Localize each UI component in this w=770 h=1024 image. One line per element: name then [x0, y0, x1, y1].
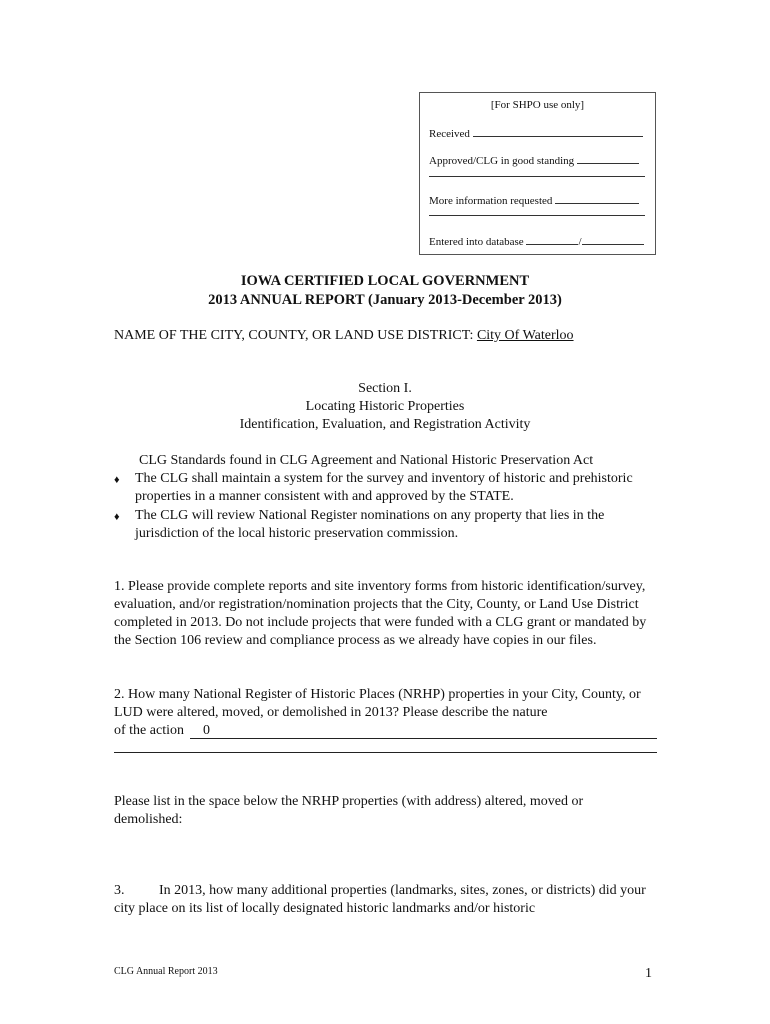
section-heading: Section I.	[358, 381, 412, 396]
approved-field[interactable]	[429, 152, 645, 167]
more-info-label: More information requested	[429, 195, 553, 207]
more-info-blank[interactable]	[555, 192, 639, 204]
received-blank[interactable]	[473, 125, 643, 137]
question-3-number: 3.	[114, 883, 125, 898]
footer-report-name: CLG Annual Report 2013	[114, 966, 218, 977]
section-subtitle: Identification, Evaluation, and Registration Activity	[239, 417, 531, 432]
entered-month-blank[interactable]	[526, 233, 578, 245]
entered-year-blank[interactable]	[582, 233, 644, 245]
section-subheading: Locating Historic Properties	[305, 399, 465, 414]
entered-label: Entered into database	[429, 236, 524, 248]
shpo-use-box	[419, 92, 656, 255]
shpo-box-title: [For SHPO use only]	[490, 99, 585, 111]
entered-field[interactable]	[429, 233, 645, 248]
approved-blank[interactable]	[577, 152, 639, 164]
question-2-tail: of the action	[114, 723, 184, 738]
question-2: 2. How many National Register of Historic Places (NRHP) properties in your City, County, or LUD were altered, moved, or demolished in 2013? Please describe the nature	[114, 687, 641, 720]
standards-bullet-1: The CLG shall maintain a system for the survey and inventory of historic and prehistoric properties in a manner consistent with and approved by the STATE.	[135, 471, 633, 504]
bullet-diamond-icon: ♦	[114, 474, 120, 486]
more-info-extra-line	[429, 215, 645, 216]
name-of-city-line	[114, 327, 714, 345]
approved-label: Approved/CLG in good standing	[429, 155, 575, 167]
question-2-extra-line	[114, 752, 657, 753]
name-of-city-value[interactable]: City Of Waterloo	[476, 328, 574, 343]
standards-bullet-2: The CLG will review National Register nominations on any property that lies in the jurisdiction of the local historic preservation commission.	[135, 508, 605, 541]
standards-intro: CLG Standards found in CLG Agreement and National Historic Preservation Act	[139, 453, 594, 468]
bullet-diamond-icon: ♦	[114, 511, 120, 523]
question-2-answer[interactable]: 0	[203, 723, 210, 738]
received-label: Received	[429, 128, 470, 140]
name-of-city-label: NAME OF THE CITY, COUNTY, OR LAND USE DISTRICT:	[114, 328, 474, 343]
more-info-field[interactable]	[429, 192, 645, 207]
page-number: 1	[645, 966, 652, 981]
report-title-line2: 2013 ANNUAL REPORT (January 2013-December 2013)	[208, 292, 562, 308]
received-field[interactable]	[429, 125, 645, 140]
entered-date-separator: /	[578, 236, 582, 248]
nrhp-list-prompt: Please list in the space below the NRHP properties (with address) altered, moved or demolished:	[114, 794, 584, 827]
approved-extra-line	[429, 176, 645, 177]
question-1: 1. Please provide complete reports and site inventory forms from historic identification/survey, evaluation, and/or registration/nomination projects that the City, County, or Land Use District completed in 2013. Do not include projects that were funded with a CLG grant or mandated by the Section 106 review and compliance process as we already have copies in our files.	[114, 579, 647, 648]
report-title-line1: IOWA CERTIFIED LOCAL GOVERNMENT	[240, 273, 530, 289]
question-3: In 2013, how many additional properties (landmarks, sites, zones, or districts) did your city place on its list of locally designated historic landmarks and/or historic	[114, 883, 646, 916]
question-2-answer-line	[190, 738, 657, 739]
